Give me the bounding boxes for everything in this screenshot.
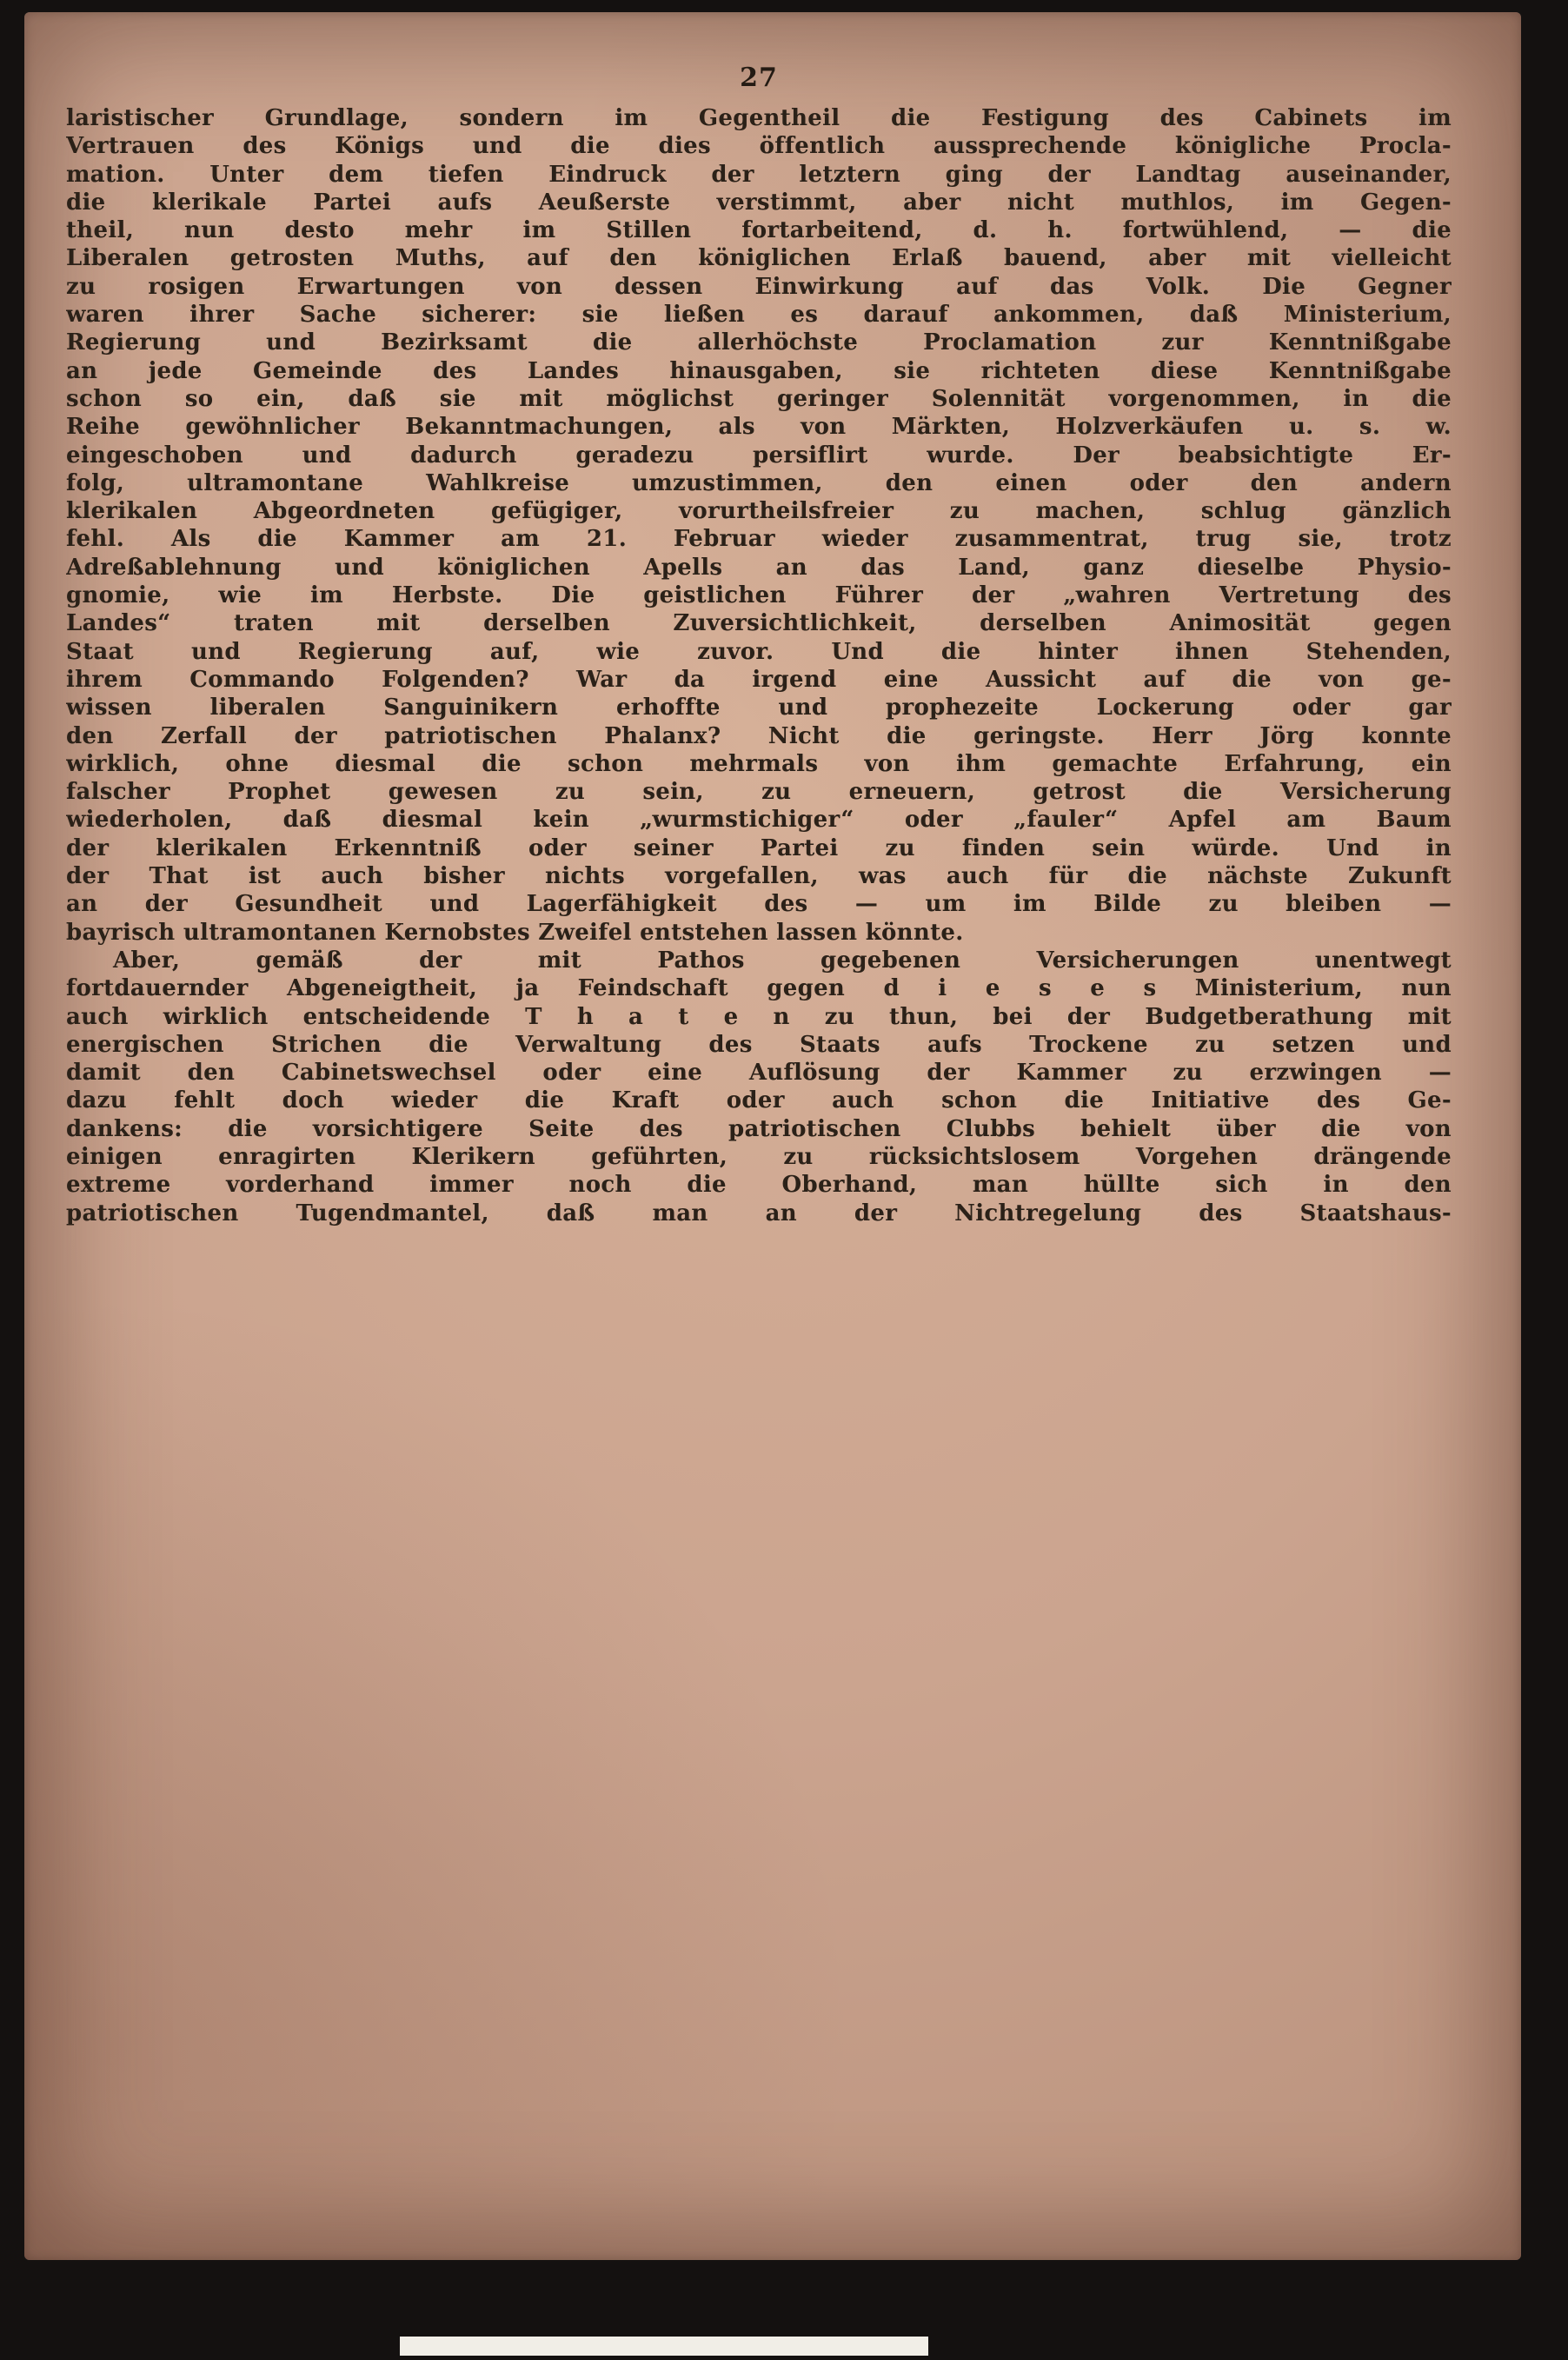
text-line: damit den Cabinetswechsel oder eine Auflösung der Kammer zu erzwingen — — [66, 1060, 1452, 1087]
text-line: folg, ultramontane Wahlkreise umzustimmen, den einen oder den andern — [66, 469, 1452, 496]
text-line: Liberalen getrosten Muths, auf den königlichen Erlaß bauend, aber mit vielleicht — [66, 245, 1452, 272]
text-line: an jede Gemeinde des Landes hinausgaben, sie richteten diese Kenntnißgabe — [66, 357, 1452, 384]
text-line: dazu fehlt doch wieder die Kraft oder auch schon die Initiative des Ge- — [66, 1087, 1452, 1114]
text-line: wiederholen, daß diesmal kein „wurmstichiger“ oder „fauler“ Apfel am Baum — [66, 807, 1452, 834]
text-line: patriotischen Tugendmantel, daß man an der Nichtregelung des Staatshaus- — [66, 1200, 1452, 1227]
text-line: Reihe gewöhnlicher Bekanntmachungen, als von Märkten, Holzverkäufen u. s. w. — [66, 414, 1452, 441]
page-number: 27 — [740, 63, 778, 93]
text-line: ihrem Commando Folgenden? War da irgend eine Aussicht auf die von ge- — [66, 666, 1452, 693]
text-line: der klerikalen Erkenntniß oder seiner Partei zu finden sein würde. Und in — [66, 834, 1452, 861]
text-line: laristischer Grundlage, sondern im Gegentheil die Festigung des Cabinets im — [66, 105, 1452, 131]
text-line: Landes“ traten mit derselben Zuversichtlichkeit, derselben Animosität gegen — [66, 610, 1452, 637]
book-page — [24, 12, 1521, 2260]
text-line: Staat und Regierung auf, wie zuvor. Und die hinter ihnen Stehenden, — [66, 638, 1452, 665]
text-line: gnomie, wie im Herbste. Die geistlichen Führer der „wahren Vertretung des — [66, 582, 1452, 609]
text-line: fortdauernder Abgeneigtheit, ja Feindschaft gegen d i e s e s Ministerium, nun — [66, 975, 1452, 1002]
text-line: energischen Strichen die Verwaltung des Staats aufs Trockene zu setzen und — [66, 1031, 1452, 1058]
text-line: den Zerfall der patriotischen Phalanx? Nicht die geringste. Herr Jörg konnte — [66, 722, 1452, 749]
text-line: fehl. Als die Kammer am 21. Februar wieder zusammentrat, trug sie, trotz — [66, 526, 1452, 553]
text-line: wirklich, ohne diesmal die schon mehrmals von ihm gemachte Erfahrung, ein — [66, 750, 1452, 777]
body-text — [66, 104, 1452, 1227]
text-line: die klerikale Partei aufs Aeußerste verstimmt, aber nicht muthlos, im Gegen- — [66, 189, 1452, 216]
text-line: bayrisch ultramontanen Kernobstes Zweifel entstehen lassen könnte. — [66, 919, 964, 946]
text-line: Regierung und Bezirksamt die allerhöchste Proclamation zur Kenntnißgabe — [66, 329, 1452, 356]
text-line: waren ihrer Sache sicherer: sie ließen es darauf ankommen, daß Ministerium, — [66, 302, 1452, 329]
text-line: eingeschoben und dadurch geradezu persiflirt wurde. Der beabsichtigte Er- — [66, 442, 1452, 469]
text-line: Aber, gemäß der mit Pathos gegebenen Versicherungen unentwegt — [113, 947, 1452, 974]
text-line: der That ist auch bisher nichts vorgefallen, was auch für die nächste Zukunft — [66, 863, 1452, 890]
text-line: Vertrauen des Königs und die dies öffentlich aussprechende königliche Procla- — [66, 133, 1452, 160]
text-line: an der Gesundheit und Lagerfähigkeit des — um im Bilde zu bleiben — — [66, 891, 1452, 918]
text-line: zu rosigen Erwartungen von dessen Einwirkung auf das Volk. Die Gegner — [66, 273, 1452, 300]
text-line: Adreßablehnung und königlichen Apells an das Land, ganz dieselbe Physio- — [66, 554, 1452, 581]
text-line: mation. Unter dem tiefen Eindruck der letztern ging der Landtag auseinander, — [66, 161, 1452, 188]
text-line: extreme vorderhand immer noch die Oberhand, man hüllte sich in den — [66, 1172, 1452, 1199]
text-line: wissen liberalen Sanguinikern erhoffte und prophezeite Lockerung oder gar — [66, 695, 1452, 721]
text-line: klerikalen Abgeordneten gefügiger, vorurtheilsfreier zu machen, schlug gänzlich — [66, 498, 1452, 525]
text-line: falscher Prophet gewesen zu sein, zu erneuern, getrost die Versicherung — [66, 779, 1452, 806]
text-line: dankens: die vorsichtigere Seite des patriotischen Clubbs behielt über die von — [66, 1115, 1452, 1142]
text-line: schon so ein, daß sie mit möglichst geringer Solennität vorgenommen, in die — [66, 385, 1452, 412]
text-line: einigen enragirten Klerikern geführten, zu rücksichtslosem Vorgehen drängende — [66, 1143, 1452, 1170]
text-line: theil, nun desto mehr im Stillen fortarbeitend, d. h. fortwühlend, — die — [66, 217, 1452, 244]
scan-bottom-strip — [400, 2337, 928, 2356]
text-line: auch wirklich entscheidende T h a t e n zu thun, bei der Budgetberathung mit — [66, 1003, 1452, 1030]
